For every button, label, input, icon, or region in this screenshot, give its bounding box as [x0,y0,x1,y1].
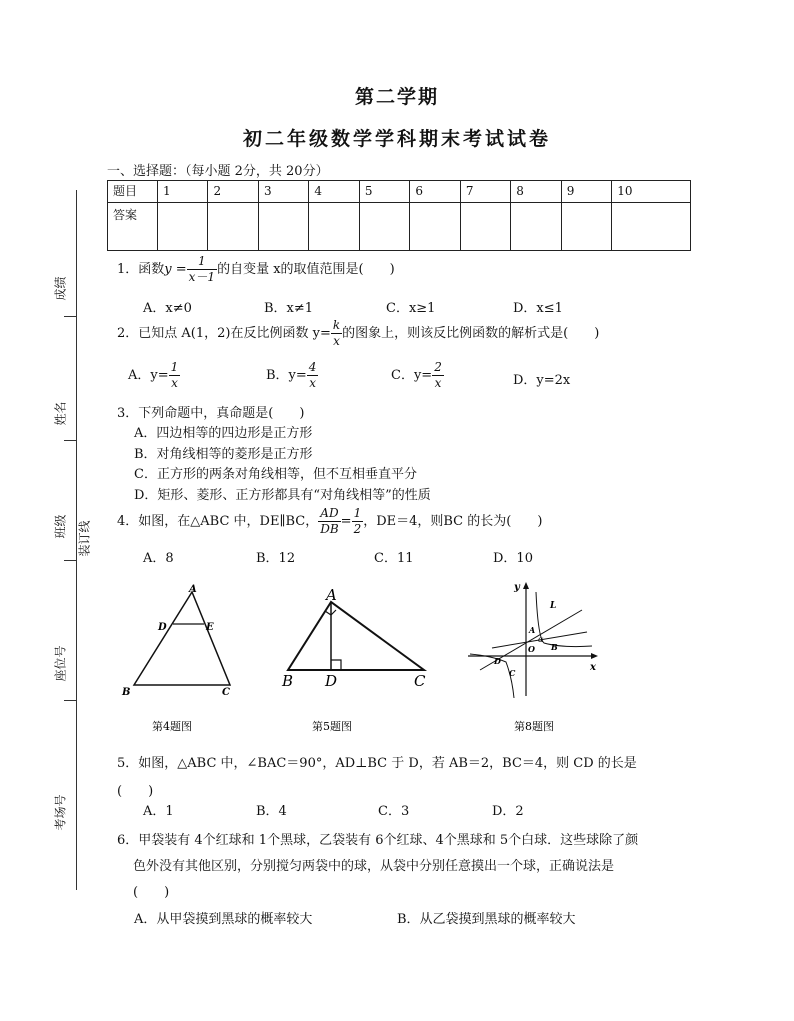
label-B: B [282,672,294,690]
score-label: 成绩 [53,276,68,301]
q1-den: x－1 [188,270,216,284]
frac-num: 1 [353,506,362,520]
figure-5-caption: 第5题图 [312,720,352,733]
q2-option-b-text: B．y= [266,368,307,383]
q1-option-b: B．x≠1 [264,301,314,316]
q1-prefix: 1．函数 [117,262,165,277]
answer-table [107,180,691,251]
answer-cell[interactable] [258,203,308,251]
q3-option-b: B．对角线相等的菱形是正方形 [134,447,313,462]
q6-blank: ( ) [133,885,170,900]
frac-num: 1 [170,360,179,374]
q2-fraction [331,318,342,349]
frac-den: 2 [353,522,362,536]
frac-num: AD [318,506,340,522]
label-A: A [529,625,536,635]
answer-cell[interactable] [309,203,359,251]
table-cell: 8 [511,181,561,203]
label-alpha: α [538,635,544,644]
q2-option-a-frac [169,360,181,391]
label-D: D [325,672,338,690]
answer-cell[interactable] [208,203,258,251]
q1-func: y = [164,262,187,277]
q2-stem [117,318,599,349]
q1-fraction [187,254,217,285]
class-blank [64,560,76,561]
table-row [108,181,691,203]
table-cell: 3 [258,181,308,203]
q5-blank: ( ) [117,784,154,799]
q6-line1: 6．甲袋装有 4个红球和 1个黑球，乙袋装有 6个红球、4个黑球和 5个白球．这些球除了颜 [117,833,639,848]
frac-den: x [309,376,316,390]
table-cell: 5 [359,181,409,203]
answer-cell[interactable] [612,203,691,251]
q2-option-c [391,360,444,391]
q6-option-b: B．从乙袋摸到黑球的概率较大 [397,912,576,927]
seat-blank [64,700,76,701]
q4-option-d: D．10 [493,551,533,566]
label-D: D [494,656,501,666]
frac-num: 2 [434,360,442,374]
q4-option-a: A．8 [143,551,174,566]
answer-cell[interactable] [410,203,460,251]
label-C: C [414,672,426,690]
answer-cell[interactable] [460,203,510,251]
table-cell: 4 [309,181,359,203]
q6-option-a: A．从甲袋摸到黑球的概率较大 [134,912,313,927]
label-A: A [189,584,197,595]
y-axis-arrow [523,582,529,589]
q2-option-a-text: A．y= [128,368,169,383]
figure-4 [112,580,252,735]
figure-8-caption: 第8题图 [514,720,554,733]
q2-option-a [128,360,180,391]
q3-stem: 3．下列命题中，真命题是( ) [117,406,305,421]
q2-option-c-frac [432,360,444,391]
label-A: A [326,586,337,604]
answer-cell[interactable] [359,203,409,251]
table-cell: 6 [410,181,460,203]
right-angle-mark-d [331,660,341,670]
hyperbola-branch-2 [470,654,514,698]
seat-label: 座位号 [53,645,68,682]
q2-option-d: D．y=2x [513,373,571,388]
q4-prefix: 4．如图，在△ABC 中，DE∥BC， [117,514,319,529]
name-label: 姓名 [53,401,68,426]
q4-fraction2 [352,506,364,537]
q1-suffix: 的自变量 x的取值范围是( ) [217,262,395,277]
name-blank [64,440,76,441]
q5-option-c: C．3 [378,804,410,819]
label-B: B [122,687,131,698]
q6-line2: 色外没有其他区别，分别搅匀两袋中的球，从袋中分别任意摸出一个球，正确说法是 [133,859,615,874]
q1-stem [117,254,395,285]
q3-option-c: C．正方形的两条对角线相等，但不互相垂直平分 [134,467,417,482]
q4-option-c: C．11 [374,551,414,566]
q2-suffix: 的图象上，则该反比例函数的解析式是( ) [342,326,600,341]
q3-option-a: A．四边相等的四边形是正方形 [134,426,313,441]
table-cell: 9 [561,181,611,203]
x-axis-arrow [591,653,598,659]
label-B: B [551,642,558,652]
q1-option-c: C．x≥1 [386,301,436,316]
label-y: y [514,582,520,593]
table-row [108,203,691,251]
q3-option-d: D．矩形、菱形、正方形都具有“对角线相等”的性质 [134,488,431,503]
term-title: 第二学期 [354,86,439,108]
class-label: 班级 [53,514,68,539]
section1-heading: 一、选择题：（每小题 2分，共 20分） [107,164,329,179]
table-cell: 答案 [108,203,158,251]
label-E: E [206,622,214,633]
figure-8 [462,578,612,736]
answer-cell[interactable] [511,203,561,251]
frac-den: DB [320,522,339,536]
label-C: C [222,687,230,698]
q1-num: 1 [187,254,217,270]
triangle-abc [288,602,424,670]
frac-den: x [171,376,178,390]
table-cell: 2 [208,181,258,203]
q5-stem: 5．如图，△ABC 中，∠BAC＝90°，AD⊥BC 于 D，若 AB＝2，BC＝4，则 CD 的长是 [117,756,637,771]
q2-option-b-frac [307,360,319,391]
answer-cell[interactable] [561,203,611,251]
label-O: O [528,644,535,654]
table-cell: 1 [158,181,208,203]
room-label: 考场号 [53,794,68,831]
q2-option-b [266,360,318,391]
table-cell: 题目 [108,181,158,203]
hyperbola-branch-1 [536,592,592,647]
q1-option-d: D．x≤1 [513,301,563,316]
figure-4-caption: 第4题图 [152,720,192,733]
q5-option-d: D．2 [492,804,524,819]
q2-num: k [332,318,341,332]
label-D: D [158,622,167,633]
frac-den: x [434,376,442,390]
figure-5 [278,580,438,735]
q4-stem [117,506,542,537]
q2-prefix: 2．已知点 A(1，2)在反比例函数 y= [117,326,331,341]
label-C: C [509,668,516,678]
q2-option-c-text: C．y= [391,368,433,383]
label-L: L [550,601,557,611]
binding-line-label: 装订线 [77,520,92,557]
answer-cell[interactable] [158,203,208,251]
q4-option-b: B．12 [256,551,296,566]
q5-option-b: B．4 [256,804,287,819]
q4-suffix: ，DE＝4，则BC 的长为( ) [363,514,543,529]
table-cell: 10 [612,181,691,203]
label-x: x [590,662,596,673]
q4-fraction [318,506,340,537]
exam-title: 初二年级数学学科期末考试试卷 [242,128,551,150]
table-cell: 7 [460,181,510,203]
frac-num: 4 [308,360,317,374]
q4-eq: = [340,514,352,529]
q5-option-a: A．1 [143,804,174,819]
q1-option-a: A．x≠0 [143,301,192,316]
q2-den: x [333,334,340,348]
score-blank [64,316,76,317]
triangle-abc [134,592,230,685]
